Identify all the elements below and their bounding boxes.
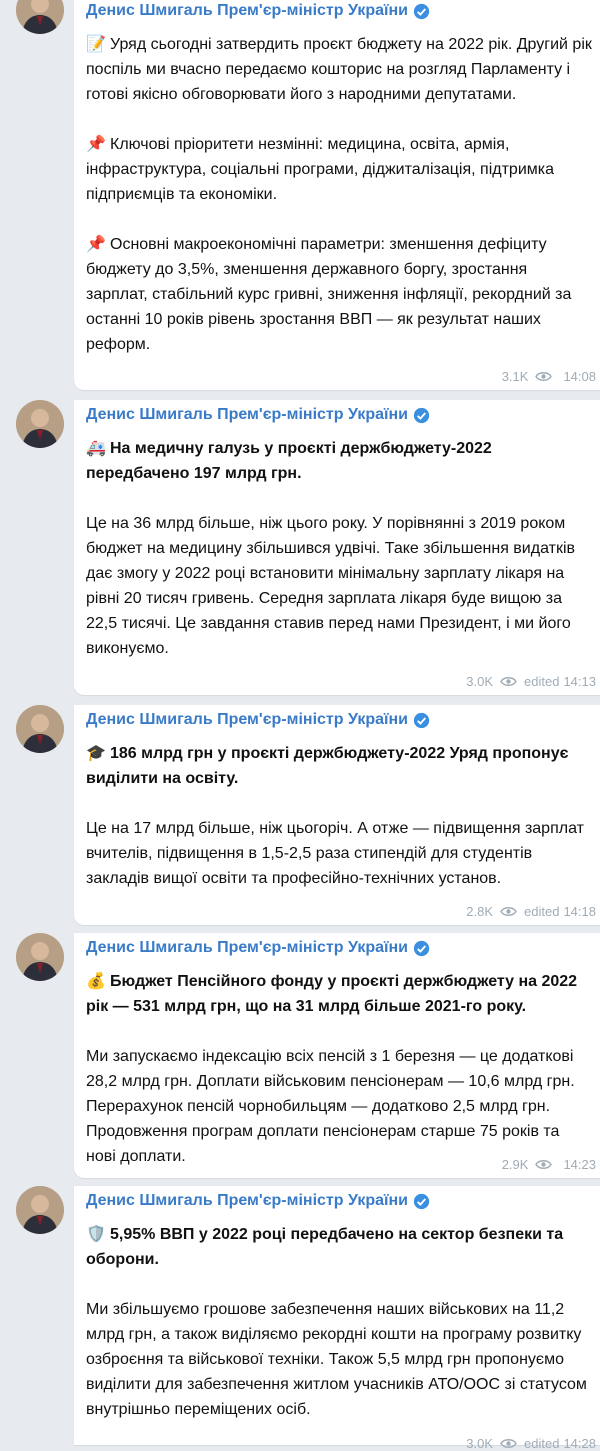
verified-badge-icon bbox=[413, 407, 430, 424]
memo-icon: 📝 bbox=[86, 36, 106, 53]
message-meta bbox=[466, 1436, 596, 1451]
message-bubble[interactable] bbox=[74, 1186, 600, 1451]
message-bubble[interactable] bbox=[74, 705, 600, 925]
message-text: 💰 Бюджет Пенсійного фонду у проєкті держбюджету на 2022 рік — 531 млрд грн, що на 31 млрд більше 2021-го року. Ми запускаємо індексацію всіх пенсій з 1 березня — це додаткові 28,2 млрд грн. Доплати військовим пенсіонерам — 10,6 млрд грн. Перерахунок пенсій чорнобильцям — додатково 2,5 млрд грн. Продовження програм доплати пенсіонерам старше 75 років та нові доплати. bbox=[86, 969, 592, 1169]
sender-name[interactable]: Денис Шмигаль Прем'єр-міністр України bbox=[86, 406, 430, 424]
verified-badge-icon bbox=[413, 940, 430, 957]
edited-label: edited bbox=[524, 674, 560, 689]
timestamp: 14:18 bbox=[563, 904, 596, 919]
sender-name[interactable]: Денис Шмигаль Прем'єр-міністр України bbox=[86, 939, 430, 957]
sender-name[interactable]: Денис Шмигаль Прем'єр-міністр України bbox=[86, 1192, 430, 1210]
message-text: 📝 Уряд сьогодні затвердить проєкт бюджету на 2022 рік. Другий рік поспіль ми вчасно передаємо кошторис на розгляд Парламенту і готові якісно обговорювати його з народними депутатами. 📌 Ключові пріоритети незмінні: медицина, освіта, армія, інфраструктура, соціальні програми, діджиталізація, підтримка підприємців та економіки. 📌 Основні макроекономічні параметри: зменшення дефіциту бюджету до 3,5%, зменшення державного боргу, зростання зарплат, стабільний курс гривні, зниження інфляції, рекордний за останні 10 років рівень зростання ВВП — як результат наших реформ. bbox=[86, 32, 592, 357]
message-text: 🛡️ 5,95% ВВП у 2022 році передбачено на сектор безпеки та оборони. Ми збільшуємо грошове забезпечення наших військових на 11,2 млрд грн, а також виділяємо рекордні кошти на програму розвитку озброєння та військової техніки. Також 5,5 млрд грн пропонуємо виділити для забезпечення житлом учасників АТО/ООС зі статусом внутрішньо переміщених осіб. bbox=[86, 1222, 592, 1422]
eye-icon bbox=[500, 906, 517, 917]
sender-name[interactable]: Денис Шмигаль Прем'єр-міністр України bbox=[86, 711, 430, 729]
message-text: 🎓 186 млрд грн у проєкті держбюджету-2022 Уряд пропонує виділити на освіту. Це на 17 млрд більше, ніж цьогоріч. А отже — підвищення зарплат вчителів, підвищення в 1,5-2,5 раза стипендій для студентів закладів вищої освіти та професійно-технічних установ. bbox=[86, 741, 592, 891]
avatar[interactable] bbox=[16, 705, 64, 753]
money-bag-icon: 💰 bbox=[86, 973, 106, 990]
ambulance-icon: 🚑 bbox=[86, 440, 106, 457]
message-meta bbox=[466, 904, 596, 919]
eye-icon bbox=[500, 1438, 517, 1449]
message-bubble[interactable] bbox=[74, 933, 600, 1178]
eye-icon bbox=[535, 1159, 552, 1170]
avatar[interactable] bbox=[16, 400, 64, 448]
message-meta bbox=[466, 674, 596, 689]
message-meta bbox=[502, 1157, 596, 1172]
message-text: 🚑 На медичну галузь у проєкті держбюджету-2022 передбачено 197 млрд грн. Це на 36 млрд більше, ніж цього року. У порівнянні з 2019 роком бюджет на медицину збільшився удвічі. Таке збільшення видатків дає змогу у 2022 році встановити мінімальну зарплату лікаря на рівні 20 тисяч гривень. Середня зарплата лікаря буде вищою за 22,5 тисячі. Це завдання ставив перед нами Президент, і ми його виконуємо. bbox=[86, 436, 592, 661]
view-count: 3.1K bbox=[501, 369, 529, 384]
verified-badge-icon bbox=[413, 1193, 430, 1210]
pushpin-icon: 📌 bbox=[86, 236, 106, 253]
timestamp: 14:28 bbox=[563, 1436, 596, 1451]
avatar[interactable] bbox=[16, 1186, 64, 1234]
timestamp: 14:08 bbox=[563, 369, 596, 384]
message-bubble[interactable] bbox=[74, 0, 600, 390]
pushpin-icon: 📌 bbox=[86, 136, 106, 153]
message-bubble[interactable] bbox=[74, 400, 600, 695]
avatar[interactable] bbox=[16, 0, 64, 34]
graduation-cap-icon: 🎓 bbox=[86, 745, 106, 762]
edited-label: edited bbox=[524, 1436, 560, 1451]
timestamp: 14:13 bbox=[563, 674, 596, 689]
view-count: 2.9K bbox=[501, 1157, 529, 1172]
avatar[interactable] bbox=[16, 933, 64, 981]
sender-name[interactable]: Денис Шмигаль Прем'єр-міністр України bbox=[86, 2, 430, 20]
eye-icon bbox=[500, 676, 517, 687]
verified-badge-icon bbox=[413, 712, 430, 729]
message-meta bbox=[502, 369, 596, 384]
shield-icon: 🛡️ bbox=[86, 1226, 106, 1243]
view-count: 2.8K bbox=[466, 904, 494, 919]
view-count: 3.0K bbox=[466, 1436, 494, 1451]
timestamp: 14:23 bbox=[563, 1157, 596, 1172]
edited-label: edited bbox=[524, 904, 560, 919]
eye-icon bbox=[535, 371, 552, 382]
verified-badge-icon bbox=[413, 3, 430, 20]
view-count: 3.0K bbox=[466, 674, 494, 689]
